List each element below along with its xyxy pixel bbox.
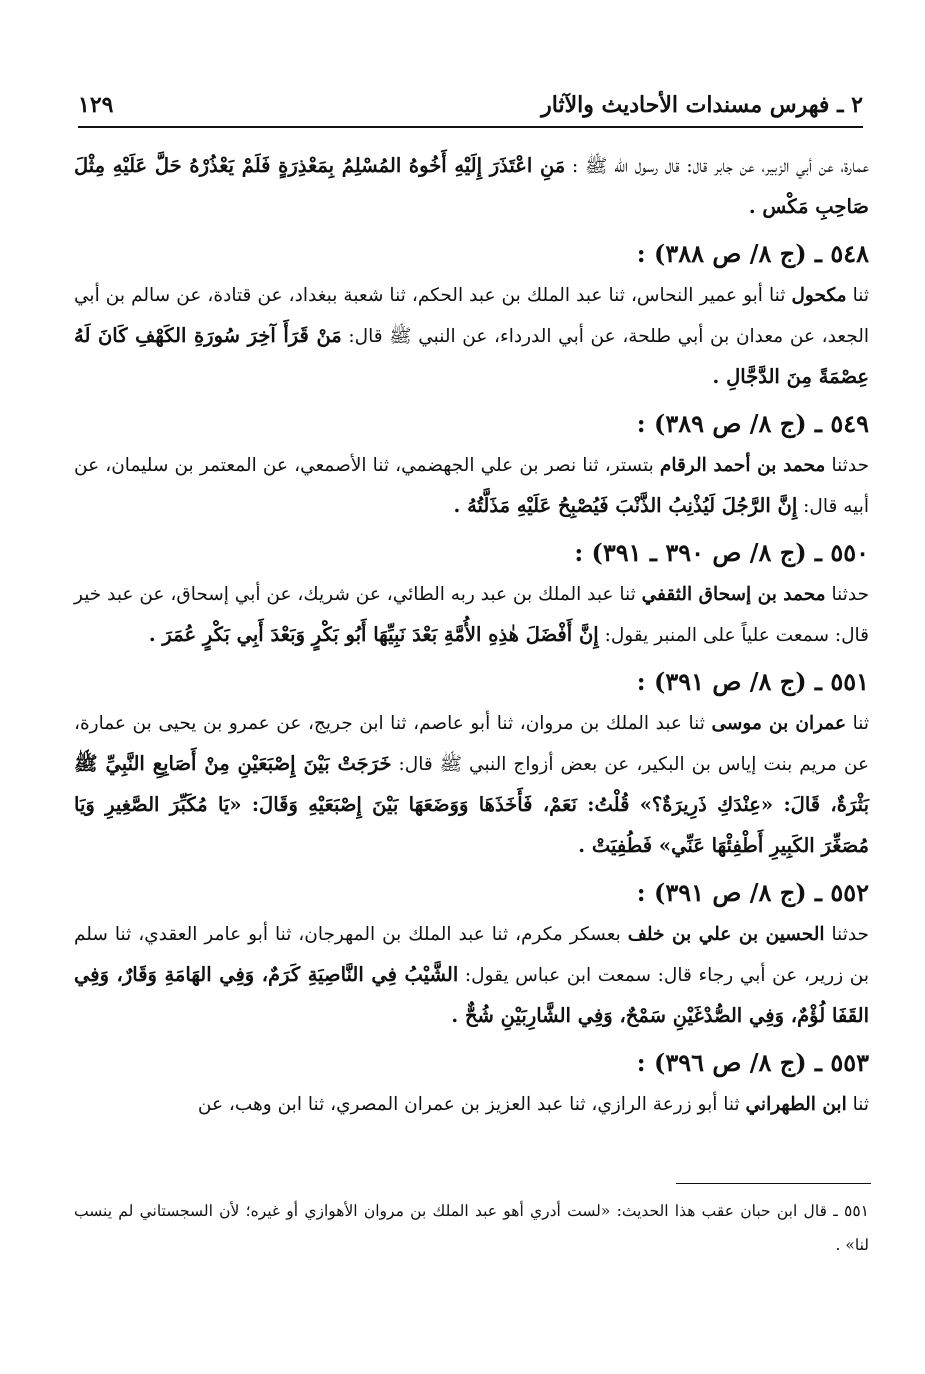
- entry-paragraph: [74, 276, 869, 398]
- entry-text: ثنا عبد الملك بن مروان، ثنا أبو عاصم، ثنا ابن جريج، عن عمرو بن يحيى بن عمارة، عن مريم بنت إياس بن البكير، عن بعض أزواج النبي ﷺ قال:: [74, 713, 869, 775]
- entry-narrator: محمد بن إسحاق الثقفي: [641, 584, 826, 605]
- entry-550: [74, 531, 869, 656]
- entry-heading: ٥٥٠ ـ (ج ٨/ ص ٣٩٠ ـ ٣٩١) :: [574, 538, 869, 567]
- entry-text: ثنا عبد الملك بن عبد ربه الطائي، عن شريك، عن أبي إسحاق، عن عبد خير قال: سمعت علياً على المنبر يقول:: [74, 584, 869, 646]
- entry-narrator: مكحول: [791, 285, 847, 306]
- entry-hadith: خَرَجَتْ بَيْنَ إِصْبَعَيْنِ مِنْ أَصَابِعِ النَّبِيِّ ﷺ بَثْرَةٌ، قَالَ: «عِنْدَكِ ذَرِيرَةٌ؟» قُلْتُ: نَعَمْ، فَأَخَذَهَا وَوَضَعَهَا بَيْنَ إِصْبَعَيْهِ وَقَالَ: «يَا مُكَبِّرَ الصَّغِيرِ وَيَا مُصَغِّرَ الكَبِيرِ أَطْفِئْهَا عَنِّي» فَطُفِيَتْ .: [74, 752, 869, 857]
- entry-narrator: محمد بن أحمد الرقام: [659, 455, 826, 476]
- intro-text: عمارة، عن أبي الزبير، عن جابر قال: قال رسول الله ﷺ :: [572, 156, 869, 177]
- entry-prefix: ثنا: [852, 713, 869, 734]
- entry-narrator: ابن الطهراني: [745, 1094, 847, 1115]
- entry-548: [74, 232, 869, 398]
- entry-hadith: الشَّيْبُ فِي النَّاصِيَةِ كَرَمٌ، وَفِي الهَامَةِ وَقَارٌ، وَفِي القَفَا لُؤْمٌ، وَفِي الصُّدْغَيْنِ سَمْحٌ، وَفِي الشَّارِبَيْنِ شُحٌّ .: [74, 963, 869, 1027]
- page-body: [74, 146, 869, 1125]
- entry-text: ثنا أبو عمير النحاس، ثنا عبد الملك بن عبد الحكم، ثنا شعبة ببغداد، عن قتادة، عن سالم بن أبي الجعد، عن معدان بن أبي طلحة، عن أبي الدرداء، عن النبي ﷺ قال:: [74, 285, 869, 347]
- entry-text: بتستر، ثنا نصر بن علي الجهضمي، ثنا الأصمعي، عن المعتمر بن سليمان، عن أبيه قال:: [74, 455, 869, 517]
- entry-prefix: ثنا: [852, 1094, 869, 1115]
- page-number: ١٢٩: [78, 92, 114, 118]
- intro-paragraph: [74, 146, 869, 228]
- entry-prefix: ثنا: [852, 285, 869, 306]
- entry-prefix: حدثنا: [831, 455, 869, 476]
- entry-552: [74, 871, 869, 1037]
- entry-551: [74, 660, 869, 867]
- entry-text: ثنا أبو زرعة الرازي، ثنا عبد العزيز بن عمران المصري، ثنا ابن وهب، عن: [197, 1094, 740, 1115]
- entry-hadith: مَنْ قَرَأَ آخِرَ سُورَةِ الكَهْفِ كَانَ لَهُ عِصْمَةً مِنَ الدَّجَّالِ .: [74, 324, 869, 388]
- entry-heading: ٥٤٩ ـ (ج ٨/ ص ٣٨٩) :: [636, 409, 869, 438]
- entry-prefix: حدثنا: [831, 924, 869, 945]
- entry-text: بعسكر مكرم، ثنا عبد الملك بن المهرجان، ثنا أبو عامر العقدي، ثنا سلم بن زرير، عن أبي رجاء قال: سمعت ابن عباس يقول:: [74, 924, 869, 986]
- intro-hadith: مَنِ اعْتَذَرَ إِلَيْهِ أَخُوهُ المُسْلِمُ بِمَعْذِرَةٍ فَلَمْ يَعْذُرْهُ حَلَّ عَلَيْهِ مِثْلَ صَاحِبِ مَكْس .: [74, 154, 869, 218]
- entry-paragraph: [74, 704, 869, 867]
- footnote-divider: [676, 1183, 871, 1184]
- entry-heading: ٥٥٣ ـ (ج ٨/ ص ٣٩٦) :: [636, 1048, 869, 1077]
- entry-heading: ٥٥٢ ـ (ج ٨/ ص ٣٩١) :: [636, 878, 869, 907]
- running-title: ٢ ـ فهرس مسندات الأحاديث والآثار: [541, 92, 863, 118]
- entry-paragraph: [74, 575, 869, 656]
- entry-heading: ٥٥١ ـ (ج ٨/ ص ٣٩١) :: [636, 667, 869, 696]
- entry-narrator: عمران بن موسى: [711, 713, 847, 734]
- page-header: [78, 92, 863, 128]
- entry-hadith: إِنَّ الرَّجُلَ لَيُذْنِبُ الذَّنْبَ فَيُصْبِحُ عَلَيْهِ مَذَلَّتُهُ .: [453, 494, 798, 517]
- footnote: ٥٥١ ـ قال ابن حبان عقب هذا الحديث: «لست أدري أهو عبد الملك بن مروان الأهوازي أو غيره؛ لأن السجستاني لم ينسب لنا» .: [74, 1202, 869, 1254]
- entry-paragraph: [74, 915, 869, 1037]
- entry-heading: ٥٤٨ ـ (ج ٨/ ص ٣٨٨) :: [636, 239, 869, 268]
- entry-paragraph: [74, 446, 869, 527]
- entry-paragraph: [74, 1085, 869, 1125]
- entry-549: [74, 402, 869, 527]
- entry-narrator: الحسين بن علي بن خلف: [627, 924, 825, 945]
- entry-prefix: حدثنا: [831, 584, 869, 605]
- entry-553: [74, 1041, 869, 1125]
- entry-hadith: إِنَّ أَفْضَلَ هٰذِهِ الأُمَّةِ بَعْدَ نَبِيِّهَا أَبُو بَكْرٍ وَبَعْدَ أَبِي بَكْرٍ عُمَرَ .: [148, 623, 599, 646]
